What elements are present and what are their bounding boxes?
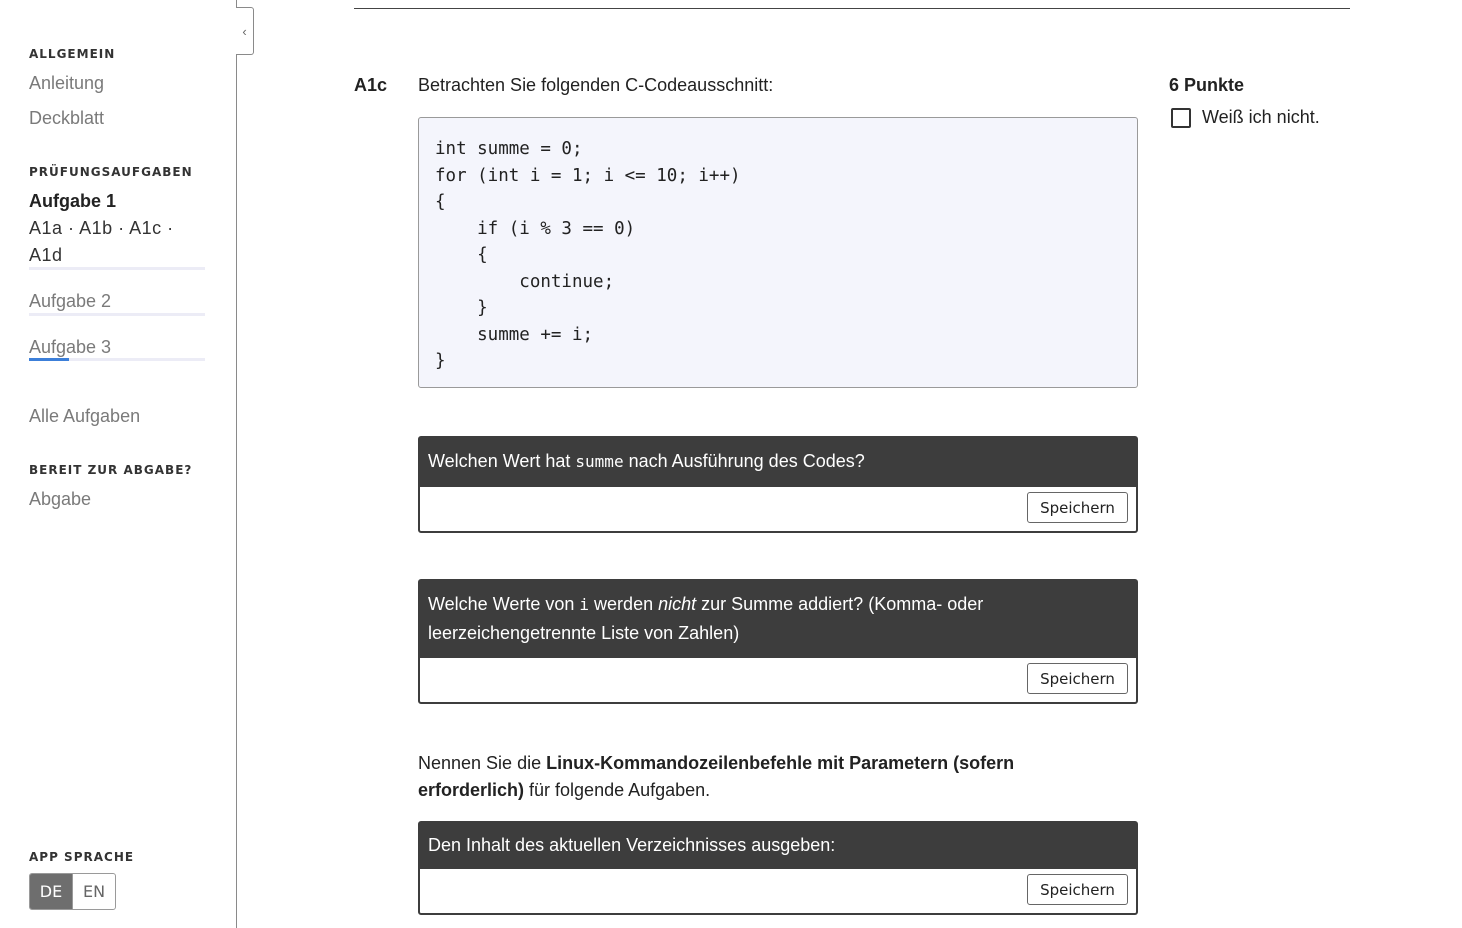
- question-prompt: [420, 581, 1136, 658]
- task3-progress-bar: [29, 358, 205, 361]
- section-heading-ready: BEREIT ZUR ABGABE?: [29, 463, 193, 477]
- prompt-text: zur Summe addiert? (Komma- oder leerzeichengetrennte Liste von Zahlen): [428, 594, 984, 643]
- prompt-text: nach Ausführung des Codes?: [623, 451, 865, 471]
- section-heading-exam-tasks: PRÜFUNGSAUFGABEN: [29, 165, 193, 179]
- prompt-text: Welchen Wert hat: [428, 451, 576, 471]
- code-block: int summe = 0; for (int i = 1; i <= 10; i++) { if (i % 3 == 0) { continue; } summe += i; }: [418, 117, 1138, 388]
- task-id: A1c: [354, 75, 388, 95]
- nav-link-submit[interactable]: Abgabe: [29, 489, 92, 509]
- section-heading-general: ALLGEMEIN: [29, 47, 116, 61]
- nav-current-task-title[interactable]: Aufgabe 1: [29, 191, 117, 211]
- prompt-text: Den Inhalt des aktuellen Verzeichnisses ausgeben:: [428, 835, 836, 855]
- question-card: [418, 821, 1138, 915]
- save-button[interactable]: Speichern: [1027, 663, 1128, 694]
- linux-instructions-prefix: Nennen Sie die: [418, 753, 547, 773]
- subtask-link-a1a[interactable]: A1a: [29, 218, 63, 238]
- emphasis: nicht: [658, 594, 697, 614]
- points-panel: [1169, 75, 1320, 128]
- subtask-separator: ·: [167, 218, 174, 238]
- points-label: 6 Punkte: [1169, 75, 1245, 95]
- subtask-link-a1d[interactable]: A1d: [29, 245, 63, 265]
- answer-input[interactable]: [420, 869, 1020, 913]
- language-button-en[interactable]: EN: [72, 874, 115, 909]
- nav-link-task-2[interactable]: Aufgabe 2: [29, 291, 112, 311]
- answer-input[interactable]: [420, 658, 1020, 702]
- linux-instructions-suffix: für folgende Aufgaben.: [524, 780, 711, 800]
- question-card: [418, 436, 1138, 533]
- prompt-text: Welche Werte von: [428, 594, 580, 614]
- language-button-de[interactable]: DE: [30, 874, 72, 909]
- task-intro: Betrachten Sie folgenden C-Codeausschnitt:: [418, 75, 774, 95]
- answer-input[interactable]: [420, 487, 1020, 531]
- subtask-separator: ·: [118, 218, 125, 238]
- dont-know-label: Weiß ich nicht.: [1202, 107, 1320, 127]
- language-toggle: [29, 873, 116, 910]
- question-prompt: [420, 438, 1136, 487]
- nav-link-all-tasks[interactable]: Alle Aufgaben: [29, 406, 141, 426]
- subtask-link-a1c[interactable]: A1c: [129, 218, 162, 238]
- subtask-link-a1b[interactable]: A1b: [79, 218, 113, 238]
- subtask-separator: ·: [68, 218, 75, 238]
- inline-code: i: [579, 595, 590, 614]
- save-button[interactable]: Speichern: [1027, 874, 1128, 905]
- task2-progress-bar: [29, 313, 205, 316]
- dont-know-checkbox[interactable]: [1171, 108, 1191, 128]
- question-card: [418, 579, 1138, 704]
- linux-instructions: [418, 750, 1118, 804]
- nav-link-cover-page[interactable]: Deckblatt: [29, 108, 105, 128]
- save-button[interactable]: Speichern: [1027, 492, 1128, 523]
- inline-code: summe: [575, 452, 624, 471]
- dont-know-option[interactable]: [1169, 107, 1320, 128]
- task1-progress-bar: [29, 267, 205, 270]
- divider: [354, 8, 1350, 9]
- nav-link-instructions[interactable]: Anleitung: [29, 73, 105, 93]
- question-prompt: [420, 823, 1136, 869]
- nav-link-task-3[interactable]: Aufgabe 3: [29, 337, 112, 357]
- prompt-text: werden: [589, 594, 659, 614]
- linux-instructions-emphasis: Linux-Kommandozeilenbefehle mit Parametern (sofern erforderlich): [418, 753, 1015, 800]
- chevron-left-icon: ‹: [242, 23, 247, 39]
- subtask-nav: [29, 215, 189, 269]
- section-heading-language: APP SPRACHE: [29, 850, 135, 864]
- sidebar-collapse-button[interactable]: [236, 7, 254, 55]
- task3-progress-fill: [29, 358, 69, 361]
- sidebar: [0, 0, 237, 928]
